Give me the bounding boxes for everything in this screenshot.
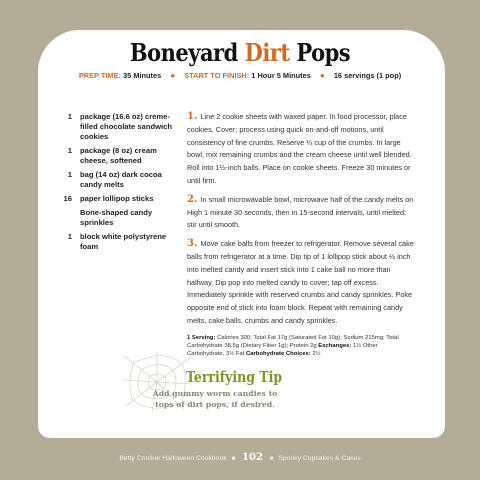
serving-text: Calories 300; Total Fat 17g (Saturated Fat 10g); Sodium 215mg; Total Carbohydrate 38.5g (Dietary Fiber 1g); Protein 2g (187, 334, 399, 349)
step-text: Line 2 cookie sheets with waxed paper. In food processor, place cookies. Cover; process using quick on-and-off motions, until consistency of fine crumbs. Reserve ¼ cup of the crumbs. In large bowl, mix remaining crumbs and the cream cheese until well blended. Roll into 1½-inch balls. Place on cookie sheets. Freeze 30 minutes or until firm. (187, 112, 412, 185)
title-text: Boneyard (129, 38, 245, 67)
ingredient-text: block white polystyrene foam (80, 232, 167, 251)
prep-value: 35 Minutes (123, 71, 162, 80)
title-text-end: Pops (289, 38, 351, 67)
ingredient-item (54, 232, 178, 252)
prep-label: PREP TIME: (78, 71, 121, 80)
choices-label: Carbohydrate Choices: (245, 351, 311, 358)
tip-title: Terrifying Tip (186, 367, 283, 386)
chapter-title: Spooky Cupcakes & Cakes (278, 455, 361, 462)
ingredient-item (54, 194, 178, 204)
bullet-icon: ■ (231, 456, 236, 462)
bullet-icon: ■ (269, 456, 274, 462)
ingredient-qty: 16 (63, 194, 72, 203)
ingredient-qty: 1 (67, 146, 72, 155)
title-accent: Dirt (244, 38, 290, 67)
ingredient-qty: 1 (67, 170, 72, 179)
ingredient-item (54, 208, 178, 228)
ingredients-list (54, 112, 178, 256)
direction-step (187, 238, 415, 328)
ingredient-text: package (16.6 oz) creme-filled chocolate sandwich cookies (80, 112, 172, 141)
servings: 16 servings (1 pop) (333, 71, 402, 80)
ingredient-text: paper lollipop sticks (80, 194, 154, 203)
step-number: 2. (187, 193, 198, 205)
ingredient-item (54, 170, 178, 190)
page-footer (0, 452, 480, 463)
ingredient-qty: 1 (67, 232, 72, 241)
ingredient-text: bag (14 oz) dark cocoa candy melts (80, 170, 162, 189)
exchanges-label: Exchanges: (318, 342, 352, 349)
step-text: In small microwavable bowl, microwave half of the candy melts on High 1 minute 30 seconds, then in 15-second intervals, until melted; stir until smooth. (187, 194, 414, 230)
exchanges-text: 1½ Other Carbohydrate, 3½ Fat (187, 342, 378, 358)
bullet-icon: ● (319, 71, 325, 80)
finish-label: START TO FINISH: (184, 71, 250, 80)
nutrition-info (187, 334, 415, 359)
page-number: 102 (242, 452, 263, 463)
ingredient-text: Bone-shaped candy sprinkles (80, 208, 153, 227)
step-number: 3. (187, 238, 198, 250)
finish-value: 1 Hour 5 Minutes (251, 71, 311, 80)
direction-step (187, 194, 415, 232)
directions (187, 111, 415, 364)
ingredient-text: package (8 oz) cream cheese, softened (80, 146, 157, 165)
bullet-icon: ● (170, 71, 176, 80)
ingredient-item (54, 112, 178, 142)
ingredient-qty: 1 (67, 112, 72, 121)
recipe-meta (0, 71, 480, 80)
step-text: Move cake balls from freezer to refrigerator. Remove several cake balls from refrigerator at a time. Dip tip of 1 lollipop stick about ½ inch into melted candy and insert stick into 1 cake ball no more than halfway. Dip pop into melted candy to cover; tap off excess. Immediately sprinkle with reserved crumbs and candy sprinkles. Poke opposite end of stick into foam block. Repeat with remaining candy melts, cake balls, crumbs and candy sprinkles. (187, 239, 414, 325)
serving-label: 1 Serving: (187, 334, 216, 341)
tip-body: Add gummy worm candies to tops of dirt pops, if desired. (152, 389, 278, 409)
book-title: Betty Crocker Halloween Cookbook (119, 455, 227, 462)
recipe-title (0, 38, 480, 67)
direction-step (187, 111, 415, 188)
choices-text: 2½ (310, 351, 321, 358)
step-number: 1. (187, 111, 198, 122)
ingredient-item (54, 146, 178, 166)
